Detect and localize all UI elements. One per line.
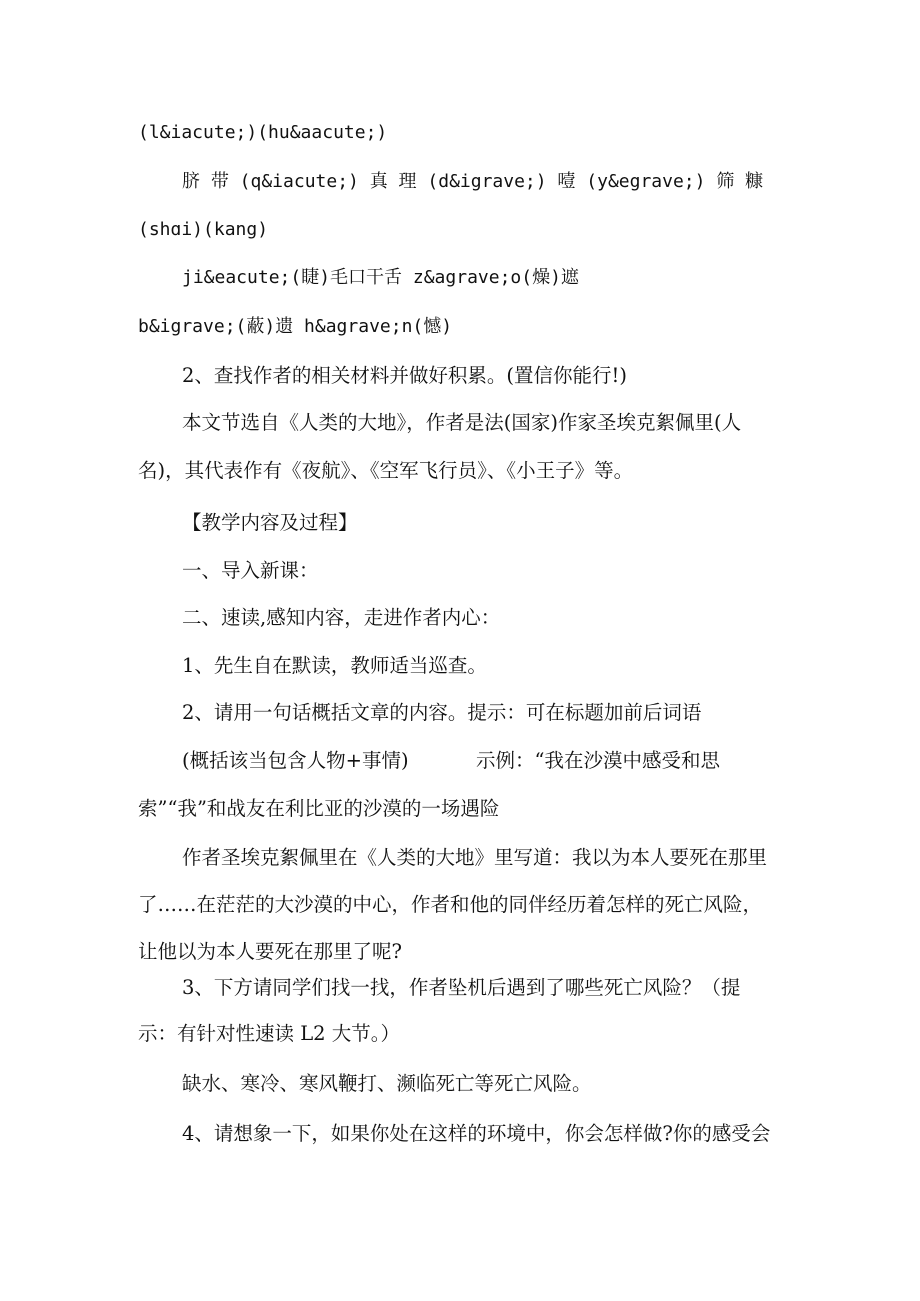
- pinyin-line-3: (shɑi)(kang): [138, 219, 269, 240]
- paragraph-line: (概括该当包含人物+事情): [182, 749, 409, 772]
- paragraph-line: 示：有针对性速读 L2 大节。）: [138, 1022, 401, 1045]
- section-item: 一、导入新课：: [182, 559, 319, 582]
- paragraph-line: 4、请想象一下，如果你处在这样的环境中，你会怎样做?你的感受会: [182, 1122, 771, 1145]
- paragraph-line: 1、先生自在默读，教师适当巡查。: [182, 654, 487, 677]
- paragraph-line: 2、请用一句话概括文章的内容。提示：可在标题加前后词语: [182, 701, 702, 724]
- pinyin-line-5: b&igrave;(蔽)遗 h&agrave;n(憾): [138, 316, 453, 337]
- pinyin-line-4: ji&eacute;(睫)毛口干舌 z&agrave;o(燥)遮: [182, 267, 579, 288]
- paragraph-line: 索”“我”和战友在利比亚的沙漠的一场遇险: [138, 797, 500, 820]
- paragraph-line: 名)，其代表作有《夜航》、《空军飞行员》、《小王子》等。: [138, 459, 634, 482]
- paragraph-line: 3、下方请同学们找一找，作者坠机后遇到了哪些死亡风险？（提: [182, 976, 741, 999]
- task-2-heading: 2、查找作者的相关材料并做好积累。(置信你能行!): [182, 364, 627, 387]
- pinyin-line-1: (l&iacute;)(hu&aacute;): [138, 122, 388, 143]
- paragraph-line: 作者圣埃克絮佩里在《人类的大地》里写道：我以为本人要死在那里: [182, 846, 768, 869]
- paragraph-line: 本文节选自《人类的大地》，作者是法(国家)作家圣埃克絮佩里(人: [182, 411, 742, 434]
- section-item: 二、速读,感知内容，走进作者内心：: [182, 606, 501, 629]
- pinyin-line-2: 脐 带 (q&iacute;) 真 理 (d&igrave;) 噎 (y&egrave;) 筛 糠: [182, 171, 764, 192]
- paragraph-line: 让他以为本人要死在那里了呢?: [138, 940, 402, 963]
- paragraph-line: 了……在茫茫的大沙漠的中心，作者和他的同伴经历着怎样的死亡风险，: [138, 893, 763, 916]
- example-label: 示例：“我在沙漠中感受和思: [476, 749, 720, 772]
- paragraph-line: 缺水、寒冷、寒风鞭打、濒临死亡等死亡风险。: [182, 1072, 592, 1095]
- section-heading: 【教学内容及过程】: [182, 511, 358, 534]
